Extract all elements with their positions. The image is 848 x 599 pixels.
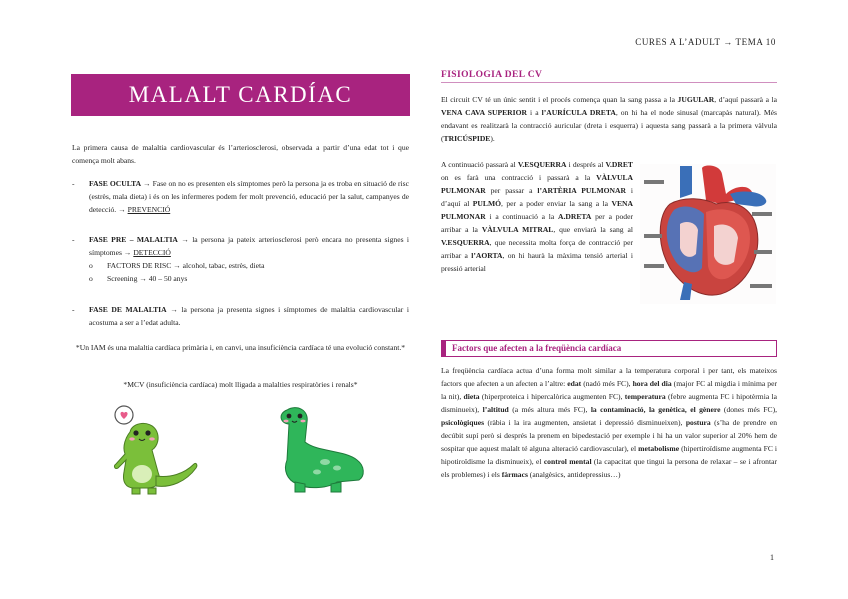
bold-term: edat bbox=[567, 379, 582, 388]
running-header: CURES A L’ADULT → TEMA 10 bbox=[635, 37, 776, 47]
frequencia-paragraph bbox=[441, 364, 777, 481]
text-run: (dones més FC), bbox=[720, 405, 777, 414]
text-run: i d’aquí al bbox=[441, 186, 633, 208]
bold-term: fàrmacs bbox=[501, 470, 528, 479]
text-run: A continuació passarà al bbox=[441, 160, 518, 169]
text-run: (major FC al migdia i mínima per la nit), bbox=[441, 379, 777, 401]
fisio-paragraph-1 bbox=[441, 93, 777, 145]
bold-term: l’AORTA bbox=[471, 251, 503, 260]
phase-item-pre bbox=[72, 233, 409, 285]
phase-name: FASE PRE – MALALTIA bbox=[89, 235, 178, 244]
bold-term: l’altitud bbox=[482, 405, 509, 414]
text-run: (hipertiroïdisme augmenta FC i hipotiroïdisme la disminueix), el bbox=[441, 444, 778, 466]
text-run: i a continuació a la bbox=[485, 212, 558, 221]
bold-term: l’ARTÈRIA PULMONAR bbox=[537, 186, 626, 195]
text-run: , que enviarà la sang al bbox=[553, 225, 633, 234]
bold-term: la contaminació, la genètica, el gènere bbox=[590, 405, 721, 414]
text-run: , que necessita molta força de contracció per arribar a bbox=[441, 238, 633, 260]
phase-item-oculta bbox=[72, 177, 409, 216]
bold-term: PULMÓ bbox=[472, 199, 502, 208]
bold-term: TRICÚSPIDE bbox=[443, 134, 491, 143]
bold-term: metabolisme bbox=[638, 444, 680, 453]
phase-item-malaltia bbox=[72, 303, 409, 329]
text-run: , d’aquí passarà a la bbox=[714, 95, 778, 104]
phase-text: → la persona ja presenta signes i símptomes de malaltia cardiovascular i acostuma a ser a l’edat adulta. bbox=[89, 305, 409, 327]
phase-name: FASE DE MALALTIA bbox=[89, 305, 167, 314]
box-accent-bar bbox=[442, 341, 446, 356]
intro-paragraph: La primera causa de malaltia cardiovascular és l’arteriosclerosi, observada a partir d’una edat tot i que comença molt abans. bbox=[72, 143, 409, 165]
bullet-dash: - bbox=[72, 235, 75, 244]
text-run: , per a poder enviar la sang a la bbox=[501, 199, 612, 208]
bold-term: control mental bbox=[543, 457, 592, 466]
dinosaur-trex-illustration bbox=[112, 402, 207, 497]
text-run: per a poder arribar a la bbox=[441, 212, 633, 234]
page-number: 1 bbox=[770, 553, 774, 562]
phase-name: FASE OCULTA bbox=[89, 179, 142, 188]
text-run: (ràbia i la ira augmenten, ansietat i depressió disminueixen), bbox=[484, 418, 686, 427]
note-mcv: *MCV (insuficiència cardíaca) molt lligada a malalties respiratòries i renals* bbox=[123, 380, 358, 389]
page-title: MALALT CARDÍAC bbox=[128, 82, 353, 107]
text-run: per passar a bbox=[485, 186, 538, 195]
text-run: (la capacitat que tingui la persona de relaxar – se i afrontar els problemes) i els bbox=[441, 457, 777, 479]
phase-tail: DETECCIÓ bbox=[133, 248, 171, 257]
bold-term: VÀLVULA MITRAL bbox=[481, 225, 554, 234]
bold-term: JUGULAR bbox=[677, 95, 715, 104]
text-run: i després al bbox=[566, 160, 606, 169]
text-run: i a bbox=[527, 108, 542, 117]
text-run: La freqüència cardíaca actua d’una forma molt similar a la temperatura corporal i per tant, els mateixos factors que afecten a un afecten a l’altre: bbox=[441, 366, 777, 388]
section-title-frequencia: Factors que afecten a la freqüència cardíaca bbox=[452, 343, 622, 353]
bold-term: dieta bbox=[463, 392, 480, 401]
phase-text: → Fase on no es presenten els símptomes però la persona ja es troba en situació de risc (estrès, mala dieta) i és on les infermeres podem fer molt prevenció, educació per la salut, campanyes de detecció. → bbox=[89, 179, 409, 214]
bullet-dash: - bbox=[72, 179, 75, 188]
bullet-dash: - bbox=[72, 305, 75, 314]
phase-text: → la persona ja pateix arteriosclerosi però encara no presenta signes i símptomes → bbox=[89, 235, 409, 257]
sub-marker: o bbox=[89, 274, 93, 283]
bold-term: V.ESQUERRA bbox=[441, 238, 490, 247]
sub-marker: o bbox=[89, 261, 93, 270]
text-run: (febre augmenta FC i hipotèrmia la disminueix), bbox=[441, 392, 777, 414]
text-run: (s’ha de prendre en decúbit supí però si després la prenem en bipedestació per exemple i hi ha un valor superior al 20% hem de sospitar que aquest malalt té alguna alteració cardiovascular), el bbox=[441, 418, 777, 453]
text-run: El circuit CV té un únic sentit i el procés comença quan la sang passa a la bbox=[441, 95, 678, 104]
heart-anatomy-illustration bbox=[640, 164, 776, 304]
text-run: ). bbox=[490, 134, 495, 143]
text-run: (analgèsics, antidepressius…) bbox=[527, 470, 621, 479]
text-run: (a més altura més FC), bbox=[508, 405, 591, 414]
bold-term: A.DRETA bbox=[557, 212, 592, 221]
text-run: (nadó més FC), bbox=[581, 379, 633, 388]
sub-item-text: Screening → 40 – 50 anys bbox=[107, 274, 188, 283]
text-run: , on hi haurà la màxima tensió arterial i pressió arterial bbox=[441, 251, 633, 273]
section-title-fisiologia: FISIOLOGIA DEL CV bbox=[441, 70, 543, 80]
phase-tail: PREVENCIÓ bbox=[127, 205, 171, 214]
bold-term: V.ESQUERRA bbox=[517, 160, 567, 169]
sub-item-text: FACTORS DE RISC → alcohol, tabac, estrès, dieta bbox=[107, 261, 265, 270]
bold-term: l’AURÍCULA DRETA bbox=[541, 108, 616, 117]
text-run: , on hi ha el node sinusal (marcapàs natural). Més endavant es realitzarà la contracció auricular (dreta i esquerra) i aquesta sang passarà a la primera vàlvula ( bbox=[441, 108, 777, 143]
bold-term: hora del dia bbox=[632, 379, 672, 388]
bold-term: VENA CAVA SUPERIOR bbox=[441, 108, 527, 117]
sub-item-factors bbox=[89, 259, 409, 272]
bold-term: VENA PULMONAR bbox=[441, 199, 633, 221]
bold-term: V.DRET bbox=[605, 160, 633, 169]
bold-term: postura bbox=[685, 418, 711, 427]
text-run: (hiperproteica i hipercalòrica augmenten FC), bbox=[479, 392, 625, 401]
bold-term: VÀLVULA PULMONAR bbox=[441, 173, 633, 195]
note-iam: *Un IAM és una malaltia cardíaca primària i, en canvi, una insuficiència cardíaca té una evolució constant.* bbox=[75, 343, 406, 352]
fisio-paragraph-2 bbox=[441, 158, 633, 275]
section-title-box-frequencia bbox=[441, 340, 777, 357]
page-title-banner bbox=[71, 74, 410, 116]
sub-item-screening bbox=[89, 272, 409, 285]
bold-term: temperatura bbox=[624, 392, 666, 401]
text-run: on es farà una contracció i passarà a la bbox=[441, 173, 597, 182]
dinosaur-brontosaurus-illustration bbox=[265, 402, 370, 497]
section-divider bbox=[441, 82, 777, 83]
bold-term: psicològiques bbox=[441, 418, 485, 427]
